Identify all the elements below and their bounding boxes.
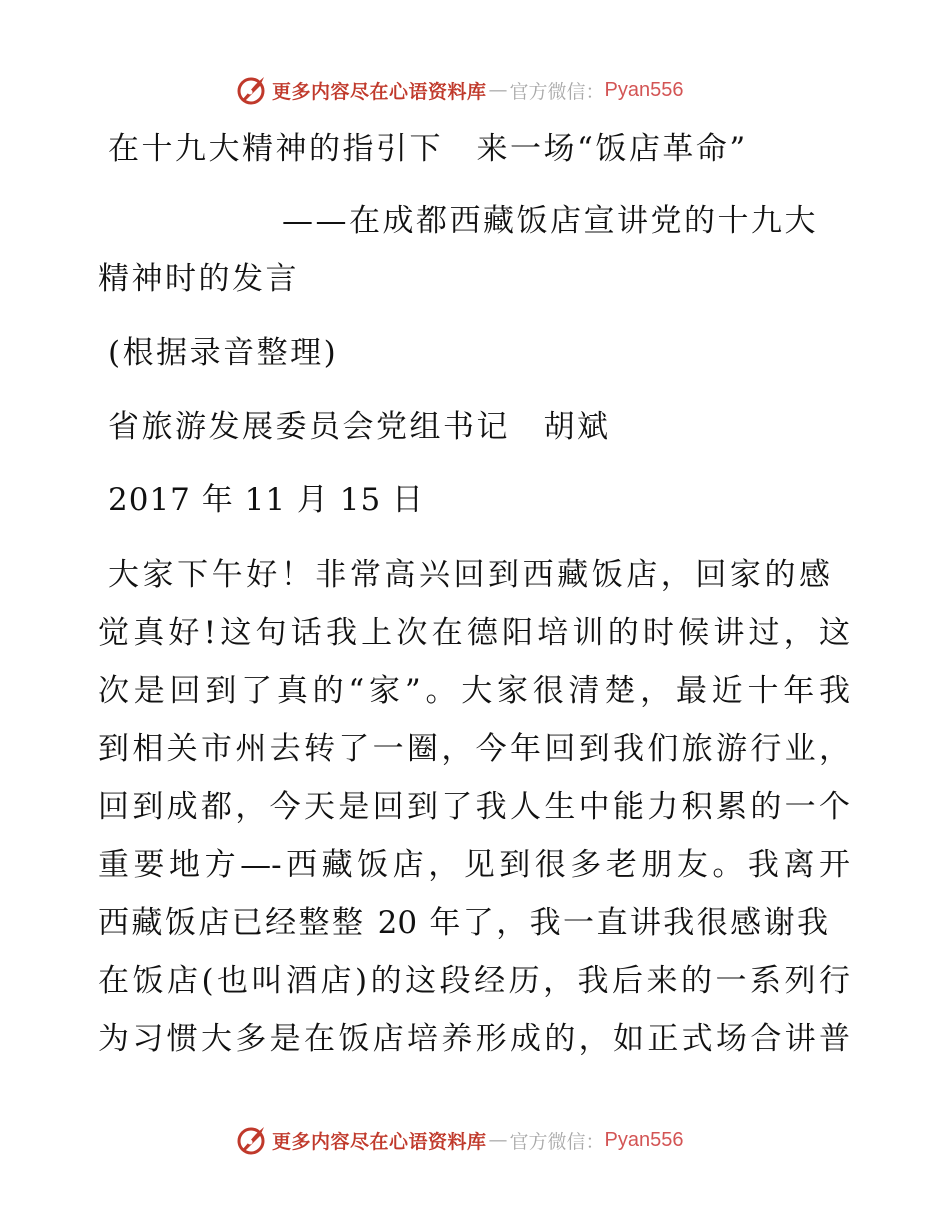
body-line: 到相关市州去转了一圈，今年回到我们旅游行业， [98, 731, 850, 767]
body-line: 在饭店(也叫酒店)的这段经历，我后来的一系列行 [98, 963, 850, 999]
body-line: 重要地方—-西藏饭店，见到很多老朋友。我离开 [98, 847, 850, 883]
quill-pen-logo-icon [236, 1124, 268, 1156]
document-note: (根据录音整理) [108, 335, 339, 371]
body-line: 为习惯大多是在饭店培养形成的，如正式场合讲普 [98, 1021, 850, 1057]
watermark-text: 更多内容尽在心语资料库 [272, 80, 487, 103]
body-line: 西藏饭店已经整整 20 年了，我一直讲我很感谢我 [98, 905, 828, 941]
document-subtitle-line2: 精神时的发言 [98, 261, 299, 297]
watermark-dash: — [488, 79, 508, 101]
document-date: 2017 年 11 月 15 日 [108, 482, 425, 518]
document-title: 在十九大精神的指引下 来一场“饭店革命” [108, 131, 748, 167]
watermark-bottom [236, 1122, 684, 1158]
document-author: 省旅游发展委员会党组书记 胡斌 [108, 409, 611, 445]
watermark-text: 更多内容尽在心语资料库 [272, 1130, 487, 1153]
body-line: 觉真好!这句话我上次在德阳培训的时候讲过，这 [98, 615, 850, 651]
body-line: 次是回到了真的“家”。大家很清楚，最近十年我 [98, 673, 850, 709]
body-line: 大家下午好！非常高兴回到西藏饭店，回家的感 [108, 557, 830, 593]
quill-pen-logo-icon [236, 74, 268, 106]
document-subtitle-line1: ——在成都西藏饭店宣讲党的十九大 [282, 203, 818, 239]
watermark-label: 官方微信： [509, 1130, 605, 1153]
watermark-label: 官方微信： [509, 80, 605, 103]
watermark-top [236, 72, 684, 108]
watermark-handle: Pyan556 [604, 78, 684, 101]
watermark-dash: — [488, 1129, 508, 1151]
watermark-handle: Pyan556 [604, 1128, 684, 1151]
body-line: 回到成都，今天是回到了我人生中能力积累的一个 [98, 789, 850, 825]
